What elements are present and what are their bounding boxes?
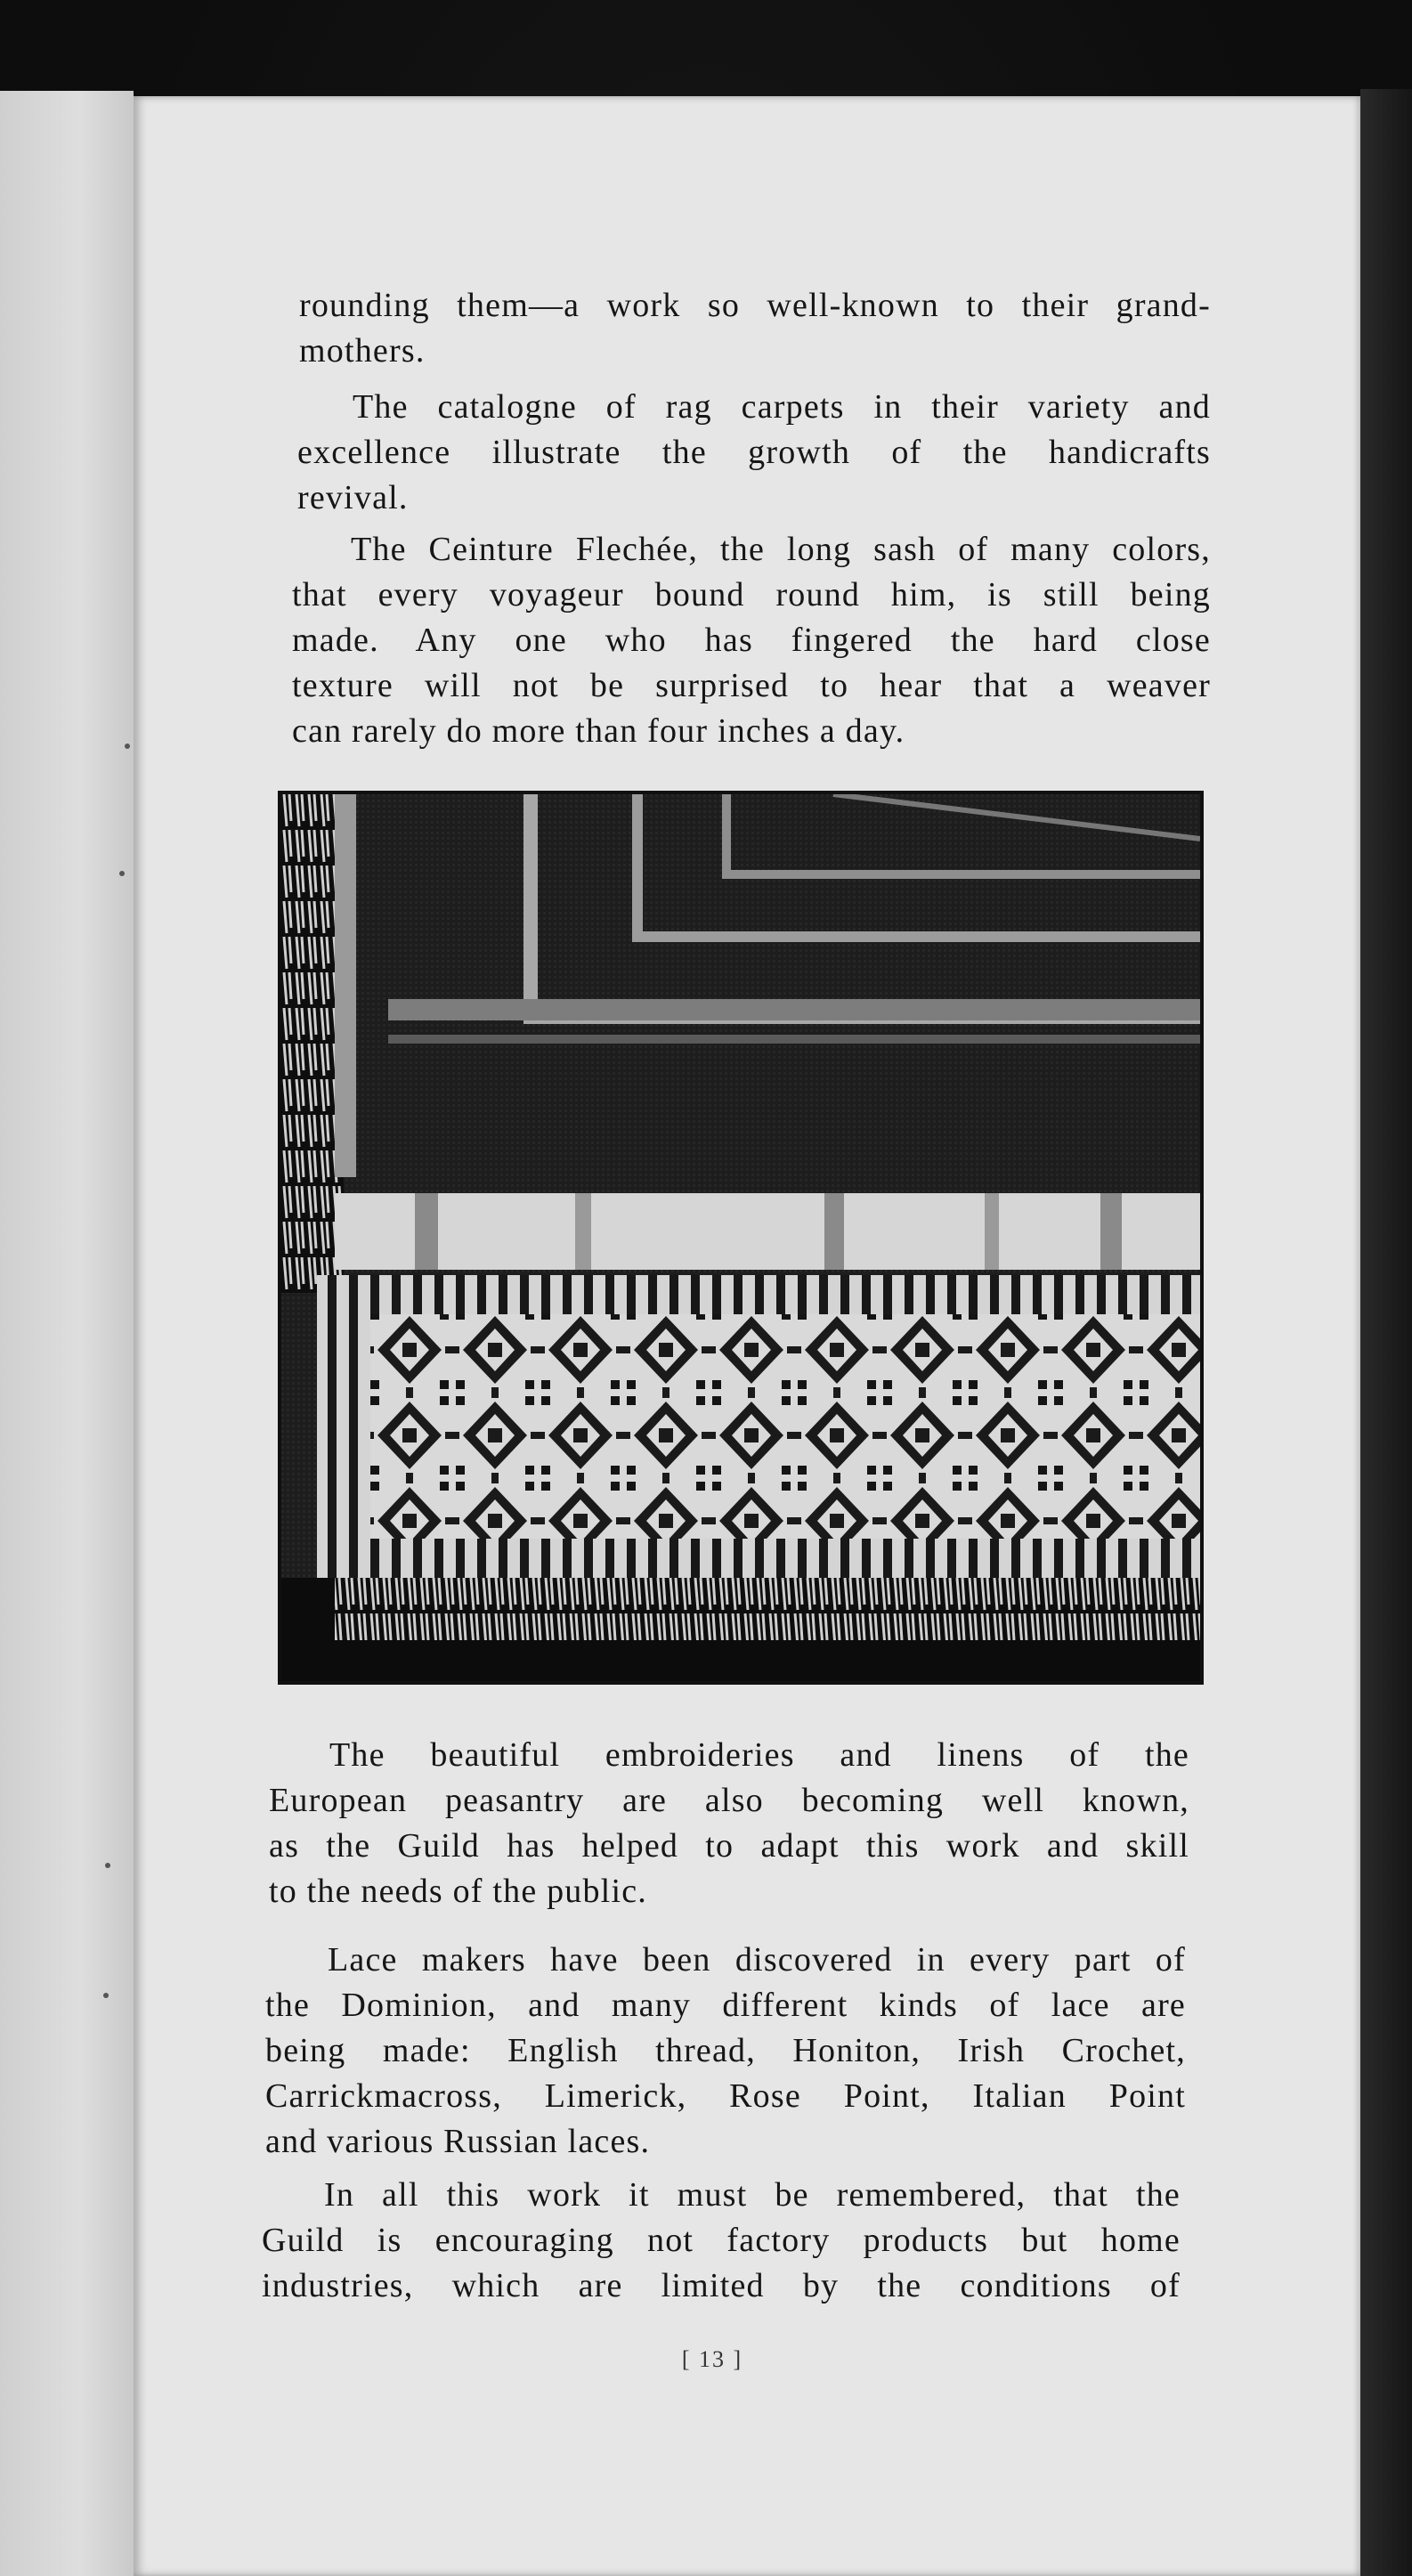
text-line: The Ceinture Flechée, the long sash of many colors,: [351, 531, 1211, 568]
paragraph-3: [292, 527, 1211, 754]
paragraph-1: [299, 283, 1211, 374]
dust-speck: [125, 744, 130, 749]
text-line: can rarely do more than four inches a day.: [292, 712, 905, 750]
paragraph-5: [265, 1938, 1186, 2165]
text-line: The beautiful embroideries and linens of the: [329, 1736, 1189, 1774]
paragraph-2: [297, 385, 1211, 521]
text-line: Lace makers have been discovered in every part of: [328, 1941, 1186, 1979]
text-line: mothers.: [299, 332, 426, 370]
coverlet-illustration: [281, 794, 1200, 1681]
text-line: to the needs of the public.: [269, 1873, 647, 1910]
text-line: the Dominion, and many different kinds of lace are: [265, 1987, 1186, 2024]
paragraph-6: [262, 2173, 1181, 2309]
text-line: that every voyageur bound round him, is still being: [292, 576, 1211, 614]
facing-page-edge: [0, 91, 134, 2576]
text-line: industries, which are limited by the conditions of: [262, 2267, 1181, 2304]
text-line: Guild is encouraging not factory products but home: [262, 2222, 1181, 2259]
text-line: as the Guild has helped to adapt this work and skill: [269, 1827, 1189, 1865]
woven-coverlet-photo: [278, 791, 1204, 1685]
dust-speck: [103, 1993, 109, 1998]
text-line: and various Russian laces.: [265, 2123, 651, 2160]
text-line: texture will not be surprised to hear that a weaver: [292, 667, 1211, 704]
text-line: being made: English thread, Honiton, Irish Crochet,: [265, 2032, 1186, 2069]
text-line: In all this work it must be remembered, that the: [324, 2176, 1181, 2214]
page-number: [ 13 ]: [681, 2346, 743, 2372]
dust-speck: [119, 871, 125, 876]
text-line: excellence illustrate the growth of the handicrafts: [297, 434, 1211, 471]
text-line: The catalogne of rag carpets in their variety and: [353, 388, 1211, 426]
text-line: rounding them—a work so well-known to their grand-: [299, 287, 1211, 324]
dust-speck: [105, 1863, 110, 1868]
text-line: made. Any one who has fingered the hard close: [292, 622, 1211, 659]
text-line: revival.: [297, 479, 409, 516]
scanner-edge: [1360, 89, 1412, 2576]
text-line: European peasantry are also becoming well known,: [269, 1782, 1189, 1819]
paragraph-4: [269, 1733, 1189, 1914]
text-line: Carrickmacross, Limerick, Rose Point, Italian Point: [265, 2077, 1186, 2115]
